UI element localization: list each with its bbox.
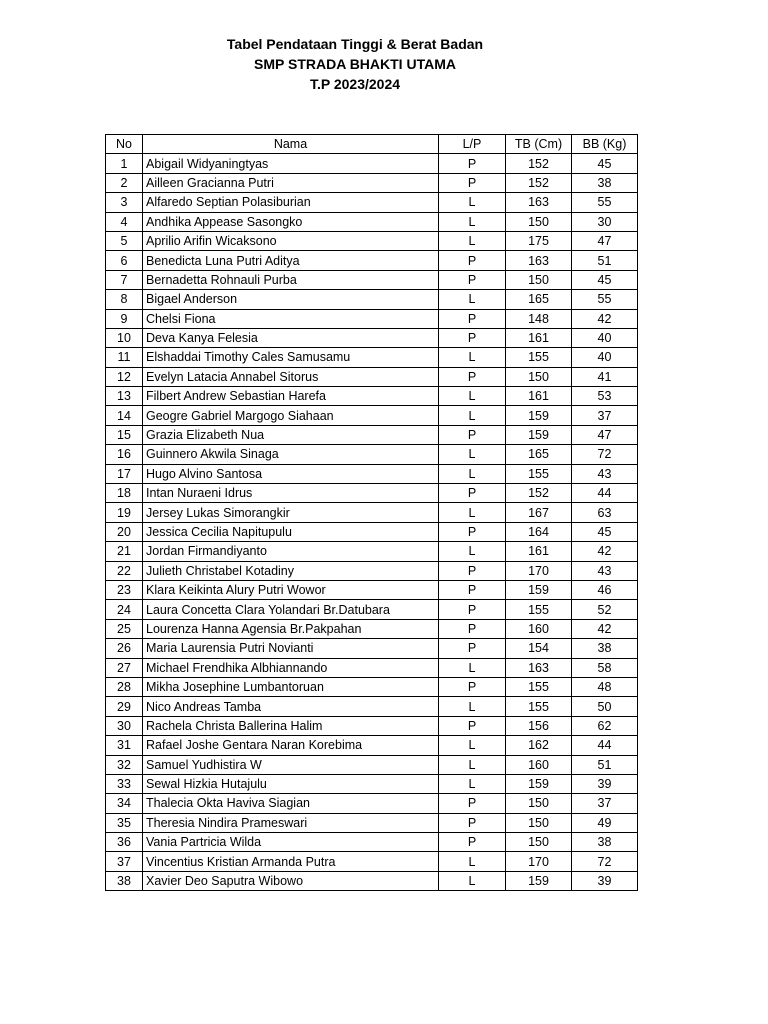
weight-kg-cell: 51: [572, 755, 638, 774]
height-cm-cell: 162: [506, 736, 572, 755]
height-cm-cell: 150: [506, 833, 572, 852]
gender-cell: L: [439, 290, 506, 309]
weight-kg-cell: 72: [572, 445, 638, 464]
student-name-cell: Geogre Gabriel Margogo Siahaan: [143, 406, 439, 425]
gender-cell: P: [439, 173, 506, 192]
weight-kg-cell: 44: [572, 484, 638, 503]
student-name-cell: Grazia Elizabeth Nua: [143, 425, 439, 444]
weight-kg-cell: 42: [572, 619, 638, 638]
weight-kg-cell: 44: [572, 736, 638, 755]
gender-cell: L: [439, 697, 506, 716]
column-header-height: TB (Cm): [506, 135, 572, 154]
weight-kg-cell: 53: [572, 387, 638, 406]
row-number-cell: 32: [106, 755, 143, 774]
student-name-cell: Vincentius Kristian Armanda Putra: [143, 852, 439, 871]
row-number-cell: 36: [106, 833, 143, 852]
row-number-cell: 4: [106, 212, 143, 231]
row-number-cell: 30: [106, 716, 143, 735]
student-name-cell: Guinnero Akwila Sinaga: [143, 445, 439, 464]
table-header-row: [106, 135, 638, 154]
table-row: [106, 328, 638, 347]
document-header: [210, 34, 500, 94]
height-cm-cell: 155: [506, 348, 572, 367]
row-number-cell: 8: [106, 290, 143, 309]
student-name-cell: Aprilio Arifin Wicaksono: [143, 231, 439, 250]
table-row: [106, 290, 638, 309]
row-number-cell: 24: [106, 600, 143, 619]
document-title: Tabel Pendataan Tinggi & Berat Badan: [226, 36, 484, 52]
height-cm-cell: 159: [506, 425, 572, 444]
row-number-cell: 37: [106, 852, 143, 871]
gender-cell: L: [439, 464, 506, 483]
height-cm-cell: 159: [506, 406, 572, 425]
student-name-cell: Sewal Hizkia Hutajulu: [143, 774, 439, 793]
table-row: [106, 406, 638, 425]
weight-kg-cell: 38: [572, 639, 638, 658]
weight-kg-cell: 45: [572, 522, 638, 541]
student-name-cell: Jordan Firmandiyanto: [143, 542, 439, 561]
row-number-cell: 13: [106, 387, 143, 406]
gender-cell: P: [439, 270, 506, 289]
row-number-cell: 21: [106, 542, 143, 561]
gender-cell: P: [439, 561, 506, 580]
table-row: [106, 270, 638, 289]
table-row: [106, 542, 638, 561]
row-number-cell: 1: [106, 154, 143, 173]
column-header-gender: L/P: [439, 135, 506, 154]
weight-kg-cell: 40: [572, 348, 638, 367]
weight-kg-cell: 46: [572, 580, 638, 599]
weight-kg-cell: 58: [572, 658, 638, 677]
weight-kg-cell: 52: [572, 600, 638, 619]
student-name-cell: Maria Laurensia Putri Novianti: [143, 639, 439, 658]
row-number-cell: 11: [106, 348, 143, 367]
table-row: [106, 619, 638, 638]
table-row: [106, 251, 638, 270]
gender-cell: L: [439, 755, 506, 774]
height-cm-cell: 155: [506, 464, 572, 483]
table-row: [106, 231, 638, 250]
gender-cell: L: [439, 542, 506, 561]
height-cm-cell: 163: [506, 658, 572, 677]
weight-kg-cell: 38: [572, 173, 638, 192]
height-cm-cell: 156: [506, 716, 572, 735]
weight-kg-cell: 55: [572, 193, 638, 212]
academic-year: T.P 2023/2024: [309, 76, 401, 92]
student-name-cell: Abigail Widyaningtyas: [143, 154, 439, 173]
gender-cell: P: [439, 154, 506, 173]
row-number-cell: 15: [106, 425, 143, 444]
gender-cell: P: [439, 833, 506, 852]
student-name-cell: Ailleen Gracianna Putri: [143, 173, 439, 192]
weight-kg-cell: 50: [572, 697, 638, 716]
table-row: [106, 677, 638, 696]
table-row: [106, 348, 638, 367]
weight-kg-cell: 42: [572, 542, 638, 561]
gender-cell: L: [439, 503, 506, 522]
gender-cell: L: [439, 348, 506, 367]
gender-cell: P: [439, 425, 506, 444]
height-cm-cell: 159: [506, 774, 572, 793]
column-header-weight: BB (Kg): [572, 135, 638, 154]
student-name-cell: Rachela Christa Ballerina Halim: [143, 716, 439, 735]
height-cm-cell: 160: [506, 619, 572, 638]
height-cm-cell: 150: [506, 813, 572, 832]
row-number-cell: 35: [106, 813, 143, 832]
height-cm-cell: 159: [506, 580, 572, 599]
row-number-cell: 16: [106, 445, 143, 464]
height-cm-cell: 161: [506, 387, 572, 406]
gender-cell: L: [439, 387, 506, 406]
row-number-cell: 5: [106, 231, 143, 250]
weight-kg-cell: 43: [572, 464, 638, 483]
height-cm-cell: 165: [506, 290, 572, 309]
table-row: [106, 503, 638, 522]
weight-kg-cell: 37: [572, 406, 638, 425]
row-number-cell: 28: [106, 677, 143, 696]
row-number-cell: 7: [106, 270, 143, 289]
student-name-cell: Deva Kanya Felesia: [143, 328, 439, 347]
column-header-no: No: [106, 135, 143, 154]
gender-cell: P: [439, 484, 506, 503]
table-row: [106, 833, 638, 852]
gender-cell: L: [439, 736, 506, 755]
table-row: [106, 387, 638, 406]
table-row: [106, 736, 638, 755]
weight-kg-cell: 55: [572, 290, 638, 309]
height-cm-cell: 150: [506, 212, 572, 231]
height-cm-cell: 163: [506, 251, 572, 270]
weight-kg-cell: 63: [572, 503, 638, 522]
table-row: [106, 774, 638, 793]
table-row: [106, 755, 638, 774]
row-number-cell: 9: [106, 309, 143, 328]
gender-cell: L: [439, 231, 506, 250]
student-name-cell: Rafael Joshe Gentara Naran Korebima: [143, 736, 439, 755]
weight-kg-cell: 43: [572, 561, 638, 580]
row-number-cell: 33: [106, 774, 143, 793]
weight-kg-cell: 39: [572, 871, 638, 890]
height-cm-cell: 170: [506, 561, 572, 580]
student-name-cell: Bernadetta Rohnauli Purba: [143, 270, 439, 289]
row-number-cell: 19: [106, 503, 143, 522]
gender-cell: P: [439, 580, 506, 599]
gender-cell: L: [439, 852, 506, 871]
gender-cell: P: [439, 639, 506, 658]
height-cm-cell: 152: [506, 154, 572, 173]
table-row: [106, 639, 638, 658]
row-number-cell: 26: [106, 639, 143, 658]
gender-cell: P: [439, 794, 506, 813]
row-number-cell: 2: [106, 173, 143, 192]
height-cm-cell: 152: [506, 173, 572, 192]
table-row: [106, 309, 638, 328]
gender-cell: P: [439, 600, 506, 619]
column-header-name: Nama: [143, 135, 439, 154]
table-row: [106, 561, 638, 580]
student-name-cell: Andhika Appease Sasongko: [143, 212, 439, 231]
row-number-cell: 10: [106, 328, 143, 347]
table-row: [106, 154, 638, 173]
height-cm-cell: 155: [506, 600, 572, 619]
gender-cell: L: [439, 212, 506, 231]
table-row: [106, 871, 638, 890]
school-name: SMP STRADA BHAKTI UTAMA: [254, 56, 456, 72]
table-row: [106, 600, 638, 619]
weight-kg-cell: 45: [572, 270, 638, 289]
table-row: [106, 173, 638, 192]
table-row: [106, 852, 638, 871]
gender-cell: L: [439, 658, 506, 677]
table-row: [106, 697, 638, 716]
student-name-cell: Klara Keikinta Alury Putri Wowor: [143, 580, 439, 599]
gender-cell: L: [439, 445, 506, 464]
gender-cell: L: [439, 871, 506, 890]
weight-kg-cell: 42: [572, 309, 638, 328]
gender-cell: L: [439, 193, 506, 212]
gender-cell: P: [439, 328, 506, 347]
student-data-table: [105, 134, 638, 891]
table-row: [106, 658, 638, 677]
student-name-cell: Lourenza Hanna Agensia Br.Pakpahan: [143, 619, 439, 638]
student-name-cell: Mikha Josephine Lumbantoruan: [143, 677, 439, 696]
row-number-cell: 23: [106, 580, 143, 599]
height-cm-cell: 150: [506, 794, 572, 813]
weight-kg-cell: 30: [572, 212, 638, 231]
gender-cell: P: [439, 251, 506, 270]
weight-kg-cell: 49: [572, 813, 638, 832]
student-name-cell: Bigael Anderson: [143, 290, 439, 309]
weight-kg-cell: 62: [572, 716, 638, 735]
student-name-cell: Chelsi Fiona: [143, 309, 439, 328]
weight-kg-cell: 72: [572, 852, 638, 871]
height-cm-cell: 170: [506, 852, 572, 871]
table-row: [106, 522, 638, 541]
weight-kg-cell: 40: [572, 328, 638, 347]
student-name-cell: Michael Frendhika Albhiannando: [143, 658, 439, 677]
height-cm-cell: 159: [506, 871, 572, 890]
table-row: [106, 580, 638, 599]
weight-kg-cell: 45: [572, 154, 638, 173]
weight-kg-cell: 38: [572, 833, 638, 852]
row-number-cell: 25: [106, 619, 143, 638]
weight-kg-cell: 48: [572, 677, 638, 696]
weight-kg-cell: 47: [572, 231, 638, 250]
weight-kg-cell: 51: [572, 251, 638, 270]
gender-cell: P: [439, 619, 506, 638]
student-name-cell: Laura Concetta Clara Yolandari Br.Datubara: [143, 600, 439, 619]
gender-cell: P: [439, 716, 506, 735]
row-number-cell: 34: [106, 794, 143, 813]
student-name-cell: Elshaddai Timothy Cales Samusamu: [143, 348, 439, 367]
weight-kg-cell: 37: [572, 794, 638, 813]
row-number-cell: 3: [106, 193, 143, 212]
student-name-cell: Benedicta Luna Putri Aditya: [143, 251, 439, 270]
row-number-cell: 20: [106, 522, 143, 541]
table-row: [106, 464, 638, 483]
height-cm-cell: 163: [506, 193, 572, 212]
weight-kg-cell: 39: [572, 774, 638, 793]
height-cm-cell: 161: [506, 328, 572, 347]
gender-cell: P: [439, 522, 506, 541]
row-number-cell: 17: [106, 464, 143, 483]
row-number-cell: 18: [106, 484, 143, 503]
student-name-cell: Julieth Christabel Kotadiny: [143, 561, 439, 580]
row-number-cell: 14: [106, 406, 143, 425]
row-number-cell: 31: [106, 736, 143, 755]
gender-cell: L: [439, 774, 506, 793]
weight-kg-cell: 41: [572, 367, 638, 386]
student-name-cell: Alfaredo Septian Polasiburian: [143, 193, 439, 212]
student-name-cell: Jessica Cecilia Napitupulu: [143, 522, 439, 541]
table-row: [106, 367, 638, 386]
gender-cell: P: [439, 309, 506, 328]
gender-cell: P: [439, 813, 506, 832]
table-row: [106, 425, 638, 444]
height-cm-cell: 165: [506, 445, 572, 464]
student-name-cell: Xavier Deo Saputra Wibowo: [143, 871, 439, 890]
table-body: [106, 154, 638, 891]
student-name-cell: Theresia Nindira Prameswari: [143, 813, 439, 832]
height-cm-cell: 161: [506, 542, 572, 561]
table-row: [106, 716, 638, 735]
student-name-cell: Hugo Alvino Santosa: [143, 464, 439, 483]
height-cm-cell: 150: [506, 270, 572, 289]
student-name-cell: Intan Nuraeni Idrus: [143, 484, 439, 503]
row-number-cell: 27: [106, 658, 143, 677]
row-number-cell: 6: [106, 251, 143, 270]
height-cm-cell: 155: [506, 677, 572, 696]
gender-cell: P: [439, 367, 506, 386]
table-row: [106, 484, 638, 503]
height-cm-cell: 148: [506, 309, 572, 328]
weight-kg-cell: 47: [572, 425, 638, 444]
height-cm-cell: 164: [506, 522, 572, 541]
height-cm-cell: 154: [506, 639, 572, 658]
table-row: [106, 445, 638, 464]
student-name-cell: Vania Partricia Wilda: [143, 833, 439, 852]
student-name-cell: Nico Andreas Tamba: [143, 697, 439, 716]
height-cm-cell: 160: [506, 755, 572, 774]
gender-cell: L: [439, 406, 506, 425]
table-row: [106, 212, 638, 231]
student-name-cell: Filbert Andrew Sebastian Harefa: [143, 387, 439, 406]
height-cm-cell: 152: [506, 484, 572, 503]
table-row: [106, 794, 638, 813]
row-number-cell: 12: [106, 367, 143, 386]
student-name-cell: Evelyn Latacia Annabel Sitorus: [143, 367, 439, 386]
table-row: [106, 193, 638, 212]
table-row: [106, 813, 638, 832]
student-name-cell: Samuel Yudhistira W: [143, 755, 439, 774]
student-name-cell: Jersey Lukas Simorangkir: [143, 503, 439, 522]
height-cm-cell: 150: [506, 367, 572, 386]
height-cm-cell: 167: [506, 503, 572, 522]
student-name-cell: Thalecia Okta Haviva Siagian: [143, 794, 439, 813]
height-cm-cell: 175: [506, 231, 572, 250]
gender-cell: P: [439, 677, 506, 696]
row-number-cell: 22: [106, 561, 143, 580]
row-number-cell: 38: [106, 871, 143, 890]
row-number-cell: 29: [106, 697, 143, 716]
height-cm-cell: 155: [506, 697, 572, 716]
